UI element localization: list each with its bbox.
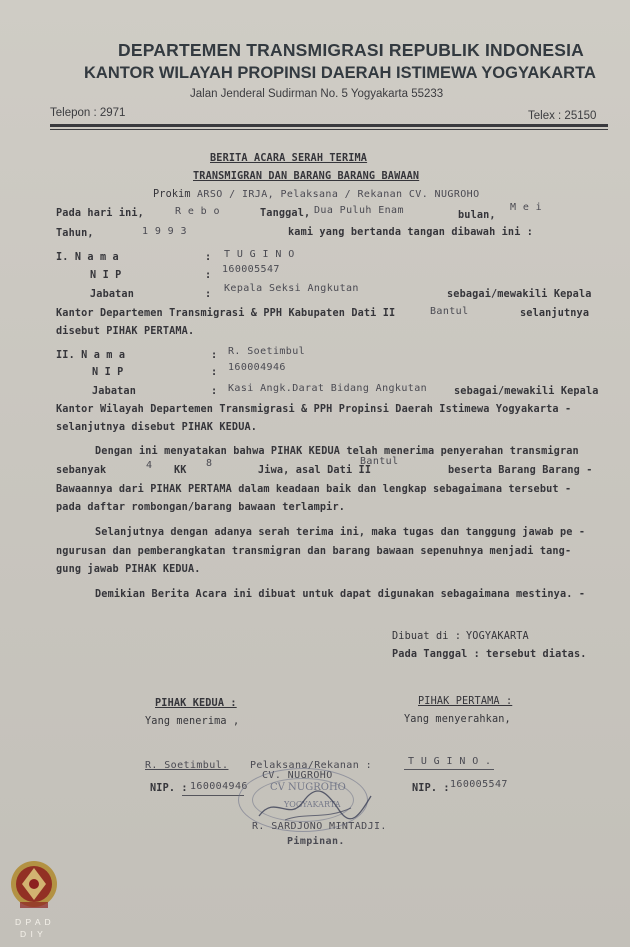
para1-dati: Bantul — [360, 456, 399, 467]
party2-jabatan: Kasi Angk.Darat Bidang Angkutan — [228, 383, 428, 394]
sign-left-nip: 160004946 — [190, 781, 248, 792]
prokim-label: Prokim — [153, 189, 191, 200]
sign-left-nip-line — [182, 795, 244, 796]
para1-kk-value: 4 — [146, 460, 153, 471]
party1-disebut: disebut PIHAK PERTAMA. — [56, 326, 195, 337]
sign-left-nip-label: NIP. : — [150, 783, 188, 794]
contractor-company: CV. NUGROHO — [262, 770, 333, 781]
sign-left-title: PIHAK KEDUA : — [155, 698, 237, 709]
contractor-label: Pelaksana/Rekanan : — [250, 760, 372, 771]
para1-kk-label: KK — [174, 465, 187, 476]
place-tanggal: tersebut diatas. — [486, 649, 587, 660]
dpad-archive-logo-icon — [8, 858, 60, 916]
party2-nip: 160004946 — [228, 362, 286, 373]
sign-right-name: T U G I N O . — [408, 756, 492, 767]
sign-right-nip-label: NIP. : — [412, 783, 450, 794]
para2-line2: ngurusan dan pemberangkatan transmigran dan barang bawaan sepenuhnya menjadi tang- — [56, 546, 572, 557]
party1-mewakili: sebagai/mewakili Kepala — [447, 289, 592, 300]
party1-selanjutnya: selanjutnya — [520, 308, 590, 319]
colon: : — [205, 289, 212, 300]
para1-jiwa-value: 8 — [206, 458, 213, 469]
colon: : — [211, 367, 218, 378]
para2-line1: Selanjutnya dengan adanya serah terima ini, maka tugas dan tanggung jawab pe - — [95, 527, 586, 538]
doc-title-line2: TRANSMIGRAN DAN BARANG BARANG BAWAAN — [193, 171, 420, 182]
party2-nip-label: N I P — [92, 367, 124, 378]
opening-tahun: 1 9 9 3 — [142, 226, 187, 237]
para1-line3: Bawaannya dari PIHAK PERTAMA dalam keadaan baik dan lengkap sebagaimana tersebut - — [56, 484, 572, 495]
contractor-role: Pimpinan. — [287, 836, 345, 847]
place-dibuat-label: Dibuat di : — [392, 631, 462, 642]
party1-nip: 160005547 — [222, 264, 280, 275]
prokim-fill: ARSO / IRJA, Pelaksana / Rekanan CV. NUGROHO — [197, 189, 480, 200]
letterhead-telex: Telex : 25150 — [528, 110, 597, 122]
stamp-text-city: YOGYAKARTA — [284, 800, 341, 809]
sign-right-name-line — [404, 769, 494, 770]
opening-bulan-label: bulan, — [458, 210, 496, 221]
party1-nip-label: N I P — [90, 270, 122, 281]
place-dibuat: YOGYAKARTA — [466, 631, 529, 642]
colon: : — [205, 252, 212, 263]
doc-title-line1: BERITA ACARA SERAH TERIMA — [210, 153, 368, 164]
archive-logo-line2: D I Y — [20, 929, 44, 939]
opening-hari: R e b o — [175, 206, 220, 217]
opening-tahun-label: Tahun, — [56, 228, 94, 239]
sign-right-title: PIHAK PERTAMA : — [418, 696, 513, 707]
party2-nama-label: II. N a m a — [56, 350, 126, 361]
para1-line1: Dengan ini menyatakan bahwa PIHAK KEDUA telah menerima penyerahan transmigran — [95, 446, 579, 457]
opening-tanggal-label: Tanggal, — [260, 208, 311, 219]
stamp-text-company: CV NUGROHO — [270, 782, 346, 793]
letterhead-line2: KANTOR WILAYAH PROPINSI DAERAH ISTIMEWA YOGYAKARTA — [84, 64, 596, 82]
party2-disebut: selanjutnya disebut PIHAK KEDUA. — [56, 422, 258, 433]
archive-logo-line1: D P A D — [15, 917, 52, 927]
opening-bulan: M e i — [510, 202, 543, 213]
party1-nama-label: I. N a m a — [56, 252, 119, 263]
party1-jabatan-label: Jabatan — [90, 289, 134, 300]
letterhead-address: Jalan Jenderal Sudirman No. 5 Yogyakarta 55233 — [190, 88, 444, 100]
opening-kami: kami yang bertanda tangan dibawah ini : — [288, 227, 534, 238]
letterhead-telepon: Telepon : 2971 — [50, 107, 126, 119]
party2-kantor: Kantor Wilayah Departemen Transmigrasi & PPH Propinsi Daerah Istimewa Yogyakarta - — [56, 404, 572, 415]
para1-jiwa-label: Jiwa, asal Dati II — [258, 465, 372, 476]
letterhead-rule-thin — [50, 129, 608, 130]
party1-kabupaten: Bantul — [430, 306, 469, 317]
contractor-signature-icon — [255, 786, 375, 826]
para1-beserta: beserta Barang Barang - — [448, 465, 593, 476]
sign-left-role: Yang menerima , — [145, 716, 240, 727]
colon: : — [205, 270, 212, 281]
para1-line4: pada daftar rombongan/barang bawaan terlampir. — [56, 502, 346, 513]
para2-line3: gung jawab PIHAK KEDUA. — [56, 564, 201, 575]
party1-kantor: Kantor Departemen Transmigrasi & PPH Kabupaten Dati II — [56, 308, 396, 319]
party2-mewakili: sebagai/mewakili Kepala — [454, 386, 599, 397]
place-tanggal-label: Pada Tanggal : — [392, 649, 480, 660]
party2-jabatan-label: Jabatan — [92, 386, 136, 397]
opening-tanggal: Dua Puluh Enam — [314, 205, 404, 216]
sign-right-role: Yang menyerahkan, — [404, 714, 511, 725]
party1-nama: T U G I N O — [224, 249, 295, 260]
party2-nama: R. Soetimbul — [228, 346, 306, 357]
letterhead-line1: DEPARTEMEN TRANSMIGRASI REPUBLIK INDONESIA — [118, 40, 585, 60]
letterhead-rule-thick — [50, 124, 608, 127]
doc-title-line3 — [153, 189, 480, 200]
opening-label: Pada hari ini, — [56, 208, 144, 219]
colon: : — [211, 386, 218, 397]
sign-left-name: R. Soetimbul. — [145, 760, 229, 771]
colon: : — [211, 350, 218, 361]
party1-jabatan: Kepala Seksi Angkutan — [224, 283, 359, 294]
sign-right-nip: 160005547 — [450, 779, 508, 790]
contractor-name: R. SARDJONO MINTADJI. — [252, 821, 387, 832]
para1-sebanyak: sebanyak — [56, 465, 107, 476]
para3: Demikian Berita Acara ini dibuat untuk dapat digunakan sebagaimana mestinya. - — [95, 589, 586, 600]
